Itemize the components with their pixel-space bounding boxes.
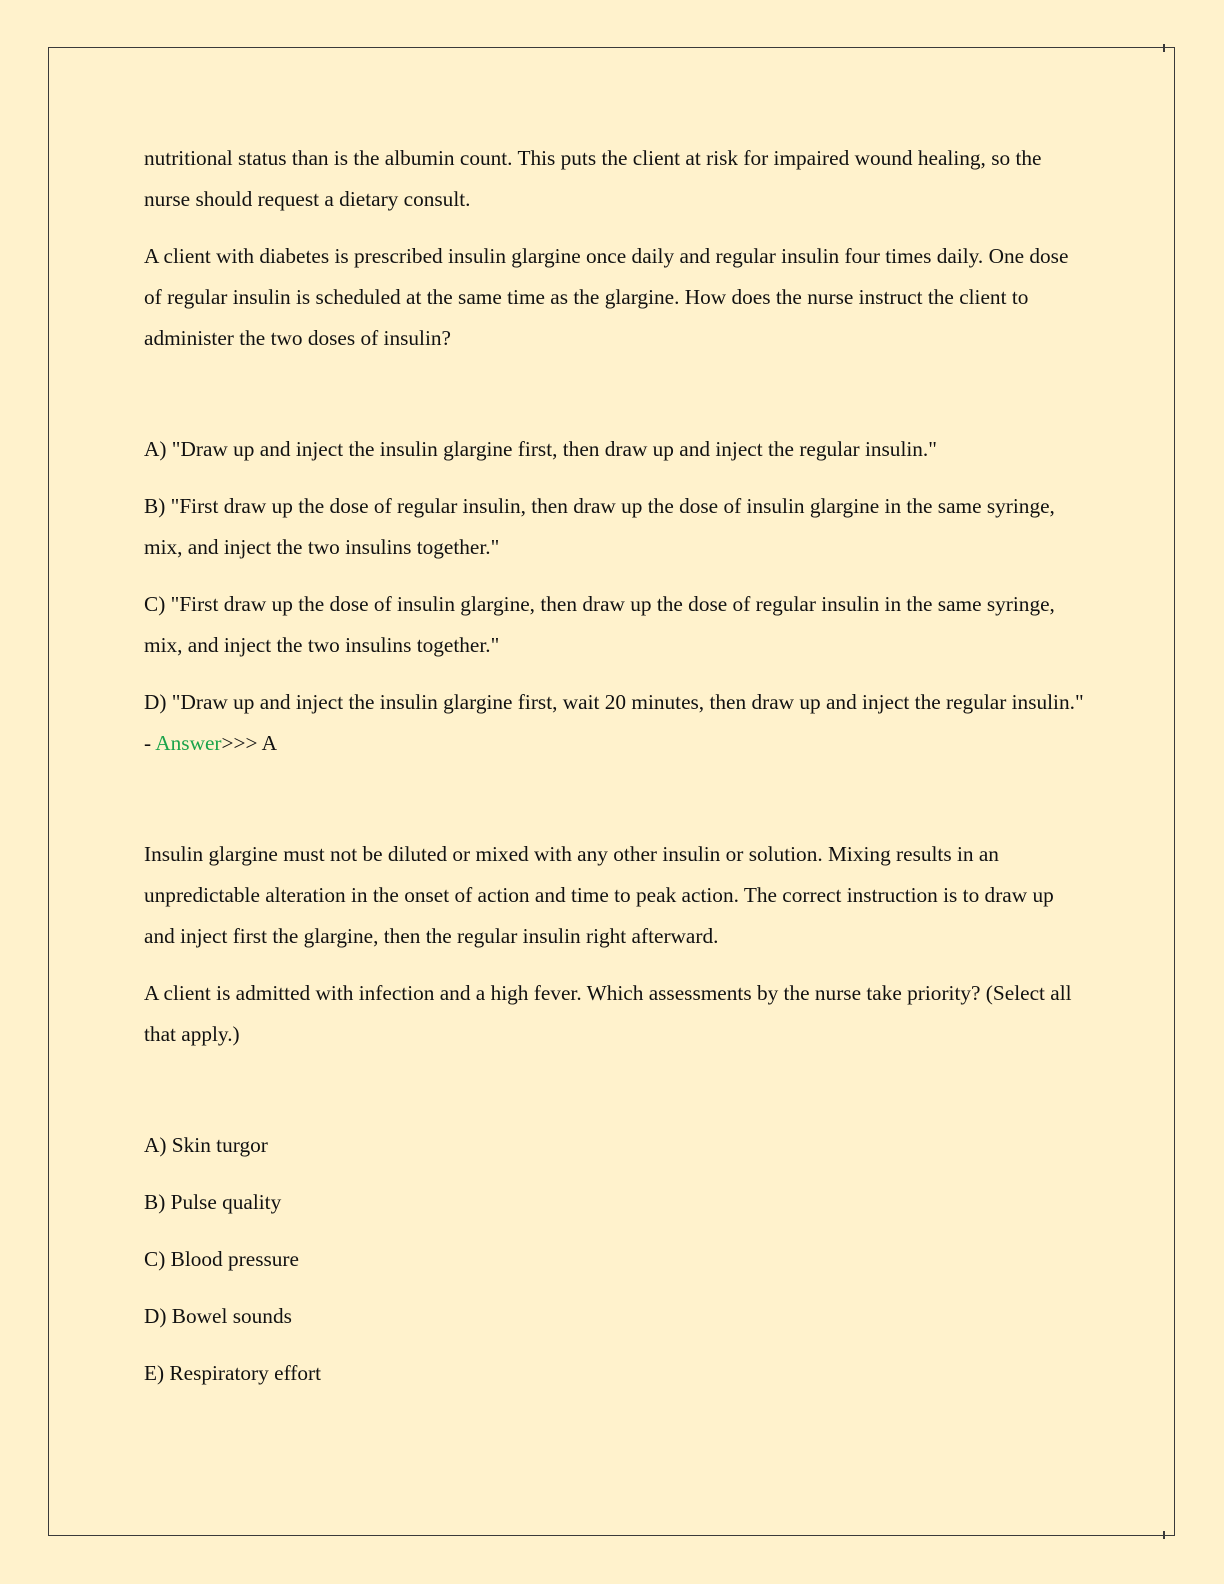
question-2-option-d: D) Bowel sounds bbox=[144, 1304, 292, 1328]
question-2-text: A client is admitted with infection and a high fever. Which assessments by the nurse take priority? (Select all that apply.) bbox=[144, 981, 1072, 1046]
spacer bbox=[144, 780, 1089, 834]
spacer bbox=[144, 1071, 1089, 1125]
document-body bbox=[144, 138, 1089, 1410]
option-d-text: D) "Draw up and inject the insulin glargine first, wait 20 minutes, then draw up and inject the regular insulin." - bbox=[144, 690, 1084, 755]
question-2-option-c: C) Blood pressure bbox=[144, 1247, 299, 1271]
answer-label: Answer bbox=[155, 731, 222, 755]
question-1-option-a: A) "Draw up and inject the insulin glargine first, then draw up and inject the regular insulin." bbox=[144, 437, 937, 461]
question-2-option-b: B) Pulse quality bbox=[144, 1190, 282, 1214]
question-1-option-b: B) "First draw up the dose of regular insulin, then draw up the dose of insulin glargine in the same syringe, mix, and inject the two insulins together." bbox=[144, 494, 1055, 559]
question-1-option-d bbox=[144, 682, 1089, 764]
question-2-option-a: A) Skin turgor bbox=[144, 1133, 268, 1157]
spacer bbox=[144, 375, 1089, 429]
question-1-option-c: C) "First draw up the dose of insulin glargine, then draw up the dose of regular insulin in the same syringe, mix, and inject the two insulins together." bbox=[144, 592, 1055, 657]
page-border-tick bbox=[1163, 1531, 1165, 1539]
continuation-paragraph: nutritional status than is the albumin count. This puts the client at risk for impaired wound healing, so the nurse should request a dietary consult. bbox=[144, 146, 1042, 211]
answer-value: >>> A bbox=[221, 731, 278, 755]
page-border-tick bbox=[1163, 44, 1165, 52]
question-2-option-e: E) Respiratory effort bbox=[144, 1361, 322, 1385]
question-1-text: A client with diabetes is prescribed insulin glargine once daily and regular insulin four times daily. One dose of regular insulin is scheduled at the same time as the glargine. How does the nurse instruct the client to administer the two doses of insulin? bbox=[144, 244, 1069, 350]
question-1-rationale: Insulin glargine must not be diluted or mixed with any other insulin or solution. Mixing results in an unpredictable alteration in the onset of action and time to peak action. The correct instruction is to draw up and inject first the glargine, then the regular insulin right afterward. bbox=[144, 842, 1054, 948]
